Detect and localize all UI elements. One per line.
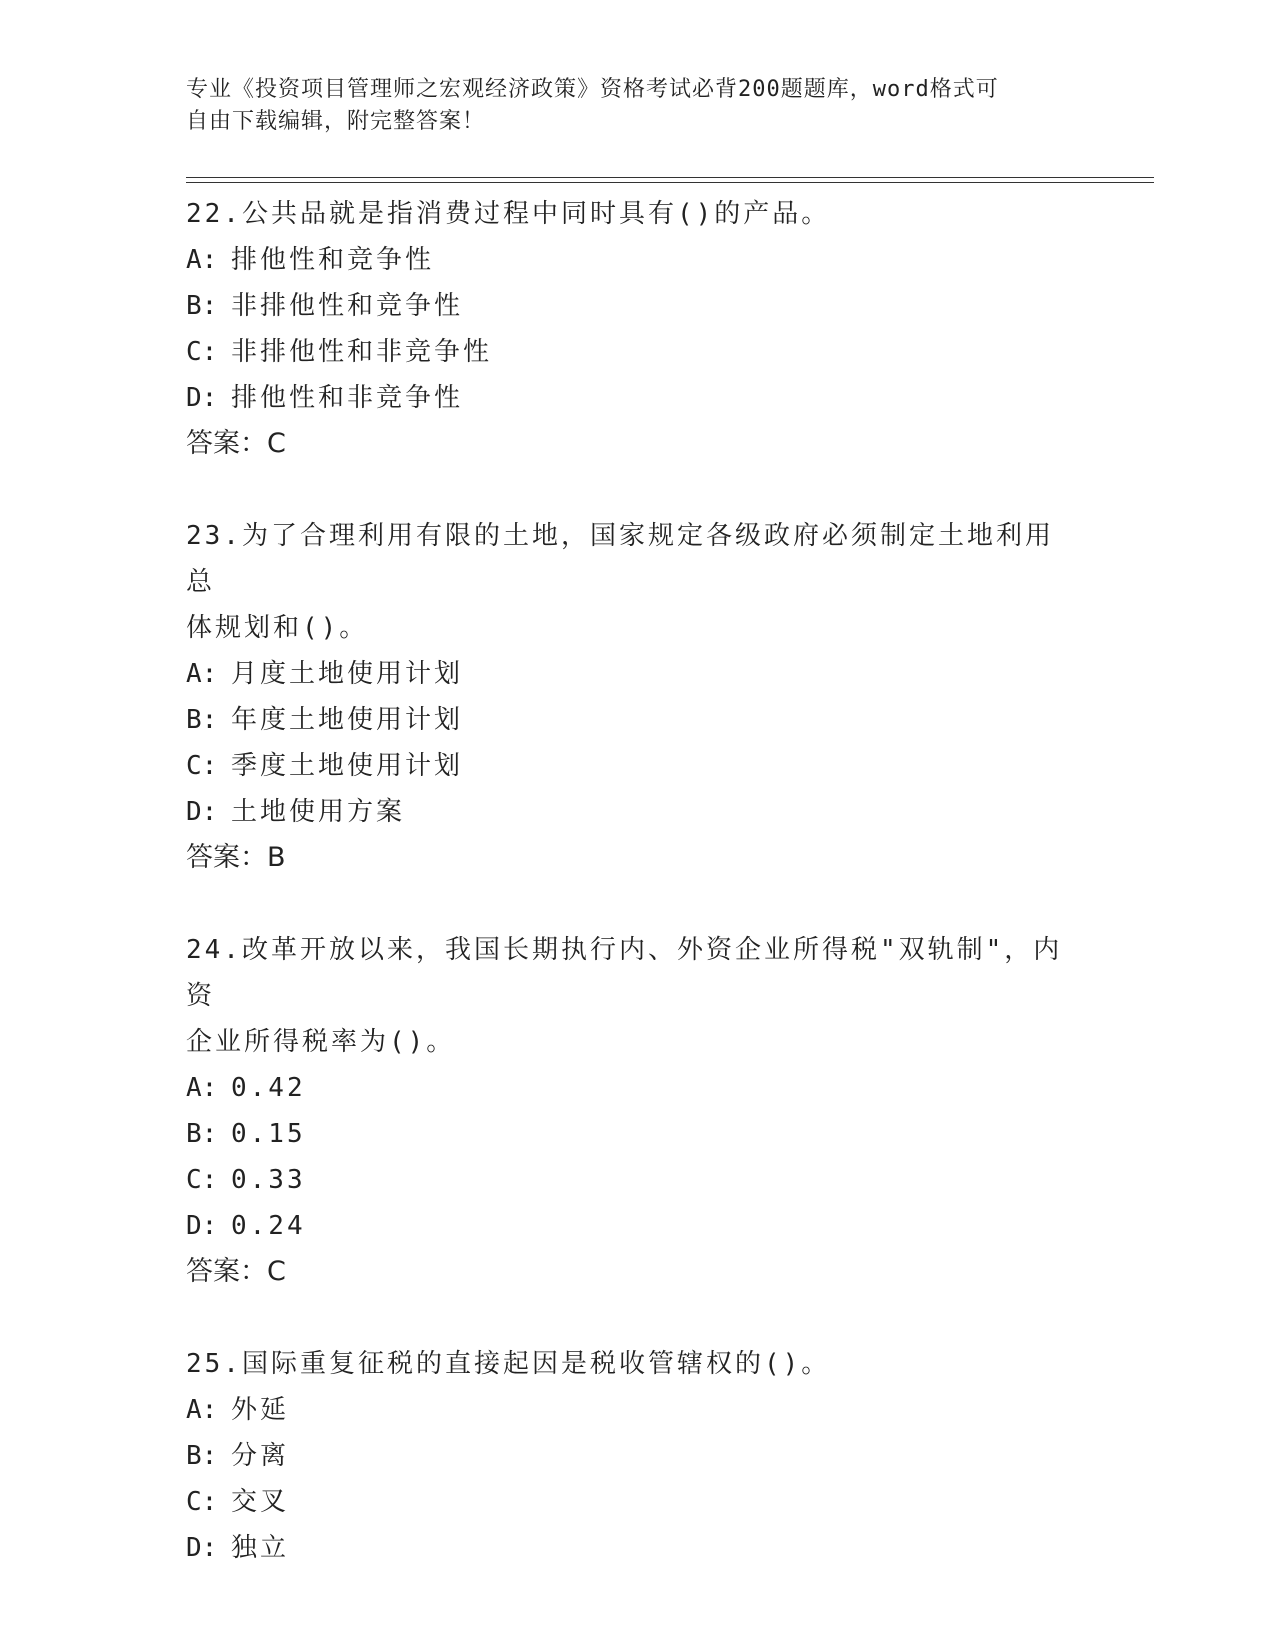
option-letter: B: (186, 705, 218, 735)
option-text: 排他性和非竞争性 (231, 383, 464, 413)
header-divider-top (186, 177, 1154, 178)
answer-text: 答案：C (186, 1256, 286, 1287)
question-text: 体规划和()。 (186, 613, 369, 643)
question-text: 企业所得税率为()。 (186, 1027, 456, 1057)
question-text: 23.为了合理利用有限的土地，国家规定各级政府必须制定土地利用总 (186, 521, 1054, 597)
option-row (186, 1479, 1066, 1525)
question-text: 25.国际重复征税的直接起因是税收管辖权的()。 (186, 1349, 831, 1379)
option-letter: D: (186, 797, 218, 827)
option-text: 0.33 (231, 1165, 306, 1195)
question-text: 24.改革开放以来，我国长期执行内、外资企业所得税"双轨制"，内资 (186, 935, 1063, 1011)
option-row (186, 743, 1066, 789)
option-letter: A: (186, 1395, 218, 1425)
option-text: 交叉 (231, 1487, 290, 1517)
answer-text: 答案：C (186, 428, 286, 459)
option-text: 年度土地使用计划 (231, 705, 464, 735)
option-text: 0.24 (231, 1211, 306, 1241)
option-letter: D: (186, 383, 218, 413)
option-letter: A: (186, 1073, 218, 1103)
option-letter: C: (186, 751, 218, 781)
option-letter: C: (186, 337, 218, 367)
option-letter: A: (186, 245, 218, 275)
option-text: 0.15 (231, 1119, 306, 1149)
question-text: 22.公共品就是指消费过程中同时具有()的产品。 (186, 199, 831, 229)
option-text: 季度土地使用计划 (231, 751, 464, 781)
question-block (186, 1341, 1066, 1571)
option-letter: C: (186, 1165, 218, 1195)
option-text: 月度土地使用计划 (231, 659, 464, 689)
header-line-1: 专业《投资项目管理师之宏观经济政策》资格考试必背200题题库，word格式可 (186, 77, 999, 102)
option-letter: D: (186, 1211, 218, 1241)
option-row (186, 1525, 1066, 1571)
option-text: 独立 (231, 1533, 290, 1563)
answer-text: 答案：B (186, 842, 286, 873)
option-text: 土地使用方案 (231, 797, 406, 827)
option-row (186, 329, 1066, 375)
question-block (186, 191, 1066, 467)
option-text: 分离 (231, 1441, 290, 1471)
option-text: 非排他性和非竞争性 (231, 337, 493, 367)
option-letter: D: (186, 1533, 218, 1563)
option-row (186, 651, 1066, 697)
option-row (186, 1387, 1066, 1433)
option-text: 0.42 (231, 1073, 306, 1103)
option-text: 非排他性和竞争性 (231, 291, 464, 321)
header-line-2: 自由下载编辑，附完整答案！ (186, 109, 486, 134)
header-divider-bottom (186, 182, 1154, 183)
option-row (186, 1157, 1066, 1203)
option-row (186, 1203, 1066, 1249)
option-row (186, 1433, 1066, 1479)
option-row (186, 237, 1066, 283)
question-block (186, 927, 1066, 1295)
question-block (186, 513, 1066, 881)
option-row (186, 697, 1066, 743)
document-header (186, 74, 1086, 138)
option-text: 外延 (231, 1395, 290, 1425)
option-letter: B: (186, 1119, 218, 1149)
option-letter: B: (186, 1441, 218, 1471)
option-row (186, 1111, 1066, 1157)
option-row (186, 283, 1066, 329)
option-letter: A: (186, 659, 218, 689)
option-row (186, 1065, 1066, 1111)
option-text: 排他性和竞争性 (231, 245, 435, 275)
option-row (186, 789, 1066, 835)
option-row (186, 375, 1066, 421)
option-letter: B: (186, 291, 218, 321)
question-list (186, 191, 1066, 1571)
option-letter: C: (186, 1487, 218, 1517)
